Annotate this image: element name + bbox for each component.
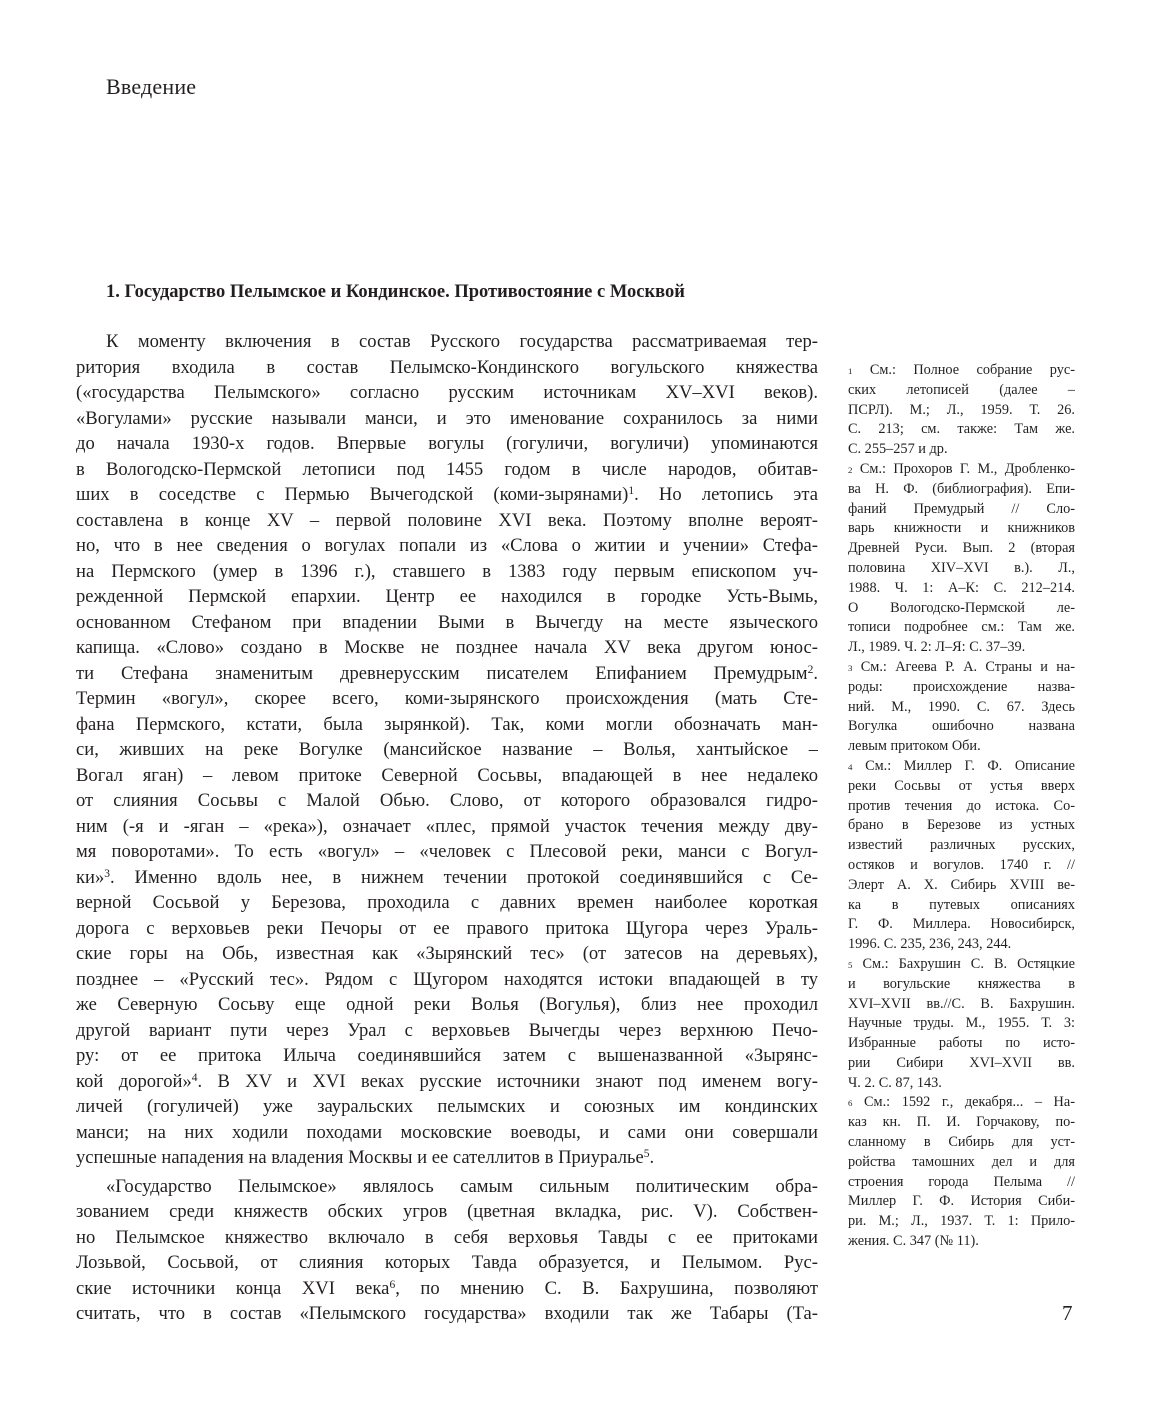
- footnote-line: [848, 935, 1075, 955]
- footnote-line: [848, 995, 1075, 1015]
- paragraph: [76, 1174, 818, 1327]
- text-line: до начала 1930-х годов. Впервые вогулы (гогуличи, вогуличи) упоминаются: [76, 433, 818, 454]
- footnote-text: 1996. С. 235, 236, 243, 244.: [848, 936, 1012, 953]
- text-segment: , по мнению С. В. Бахрушина, позволяют: [395, 1277, 818, 1299]
- footnote-text: XVI–XVII вв.//С. В. Бахрушин.: [848, 995, 1075, 1012]
- footnote-line: [848, 876, 1075, 896]
- footnote-text: См.: 1592 г., декабря... – На-: [864, 1094, 1075, 1111]
- footnote-text: сланному в Сибирь для уст-: [848, 1134, 1075, 1151]
- text-line: основанном Стефаном при впадении Выми в Вычегду на месте языческого: [76, 611, 818, 633]
- footnote-line: [848, 797, 1075, 817]
- footnote-text: ка в путевых описаниях: [848, 896, 1075, 913]
- main-text: [76, 329, 818, 1330]
- text-line: [76, 1069, 818, 1095]
- footnote-text: ний. М., 1990. С. 67. Здесь: [848, 698, 1075, 715]
- text-line: от слияния Сосьвы с Малой Обью. Слово, от которого образовался гидро-: [76, 790, 818, 811]
- text-line: [76, 482, 818, 508]
- footnote-line: [848, 1173, 1075, 1193]
- footnote-line: [848, 420, 1075, 440]
- footnote-text: Миллер Г. Ф. История Сиби-: [848, 1193, 1075, 1210]
- text-line: ритория входила в состав Пелымско-Кондинского вогульского княжества: [76, 356, 818, 378]
- footnote-line: [848, 381, 1075, 401]
- footnote-line: [848, 1133, 1075, 1153]
- footnote-text: ройства тамошних дел и для: [848, 1153, 1075, 1170]
- footnotes-column: [848, 361, 1075, 1252]
- text-line: считать, что в состав «Пелымского государства» входили так же Табары (Та-: [76, 1303, 818, 1324]
- footnote-text: С. 213; см. также: Там же.: [848, 421, 1075, 438]
- footnote-line: [848, 361, 1075, 381]
- footnote-line: [848, 638, 1075, 658]
- text-segment: ские источники конца XVI века: [76, 1277, 390, 1299]
- text-line: личей (гогуличей) уже зауральских пелымских и союзных им кондинских: [76, 1096, 818, 1117]
- running-head: Введение: [106, 74, 197, 99]
- text-line: мя поворотами». То есть «вогул» – «человек с Плесовой реки, манси с Вогул-: [76, 841, 818, 862]
- footnote: [848, 757, 1075, 955]
- footnote-line: [848, 1054, 1075, 1074]
- footnote-text: ских летописей (далее –: [848, 381, 1075, 398]
- text-line: ним (-я и -яган – «река»), означает «плес, прямой участок течения между дву-: [76, 815, 818, 837]
- footnote-line: [848, 975, 1075, 995]
- text-segment: кой дорогой»: [76, 1070, 192, 1092]
- footnote-text: Древней Руси. Вып. 2 (вторая: [848, 540, 1075, 557]
- footnote-line: [848, 658, 1075, 678]
- page-number: 7: [1062, 1301, 1073, 1325]
- footnote-text: остяков и вогулов. 1740 г. //: [848, 856, 1075, 873]
- text-segment: ших в соседстве с Пермью Вычегодской (коми-зырянами): [76, 484, 629, 505]
- footnote-line: [848, 1074, 1075, 1094]
- footnote-line: [848, 1192, 1075, 1212]
- footnote-line: [848, 1014, 1075, 1034]
- footnote-ref[interactable]: 6: [389, 1278, 396, 1291]
- text-line: другой вариант пути через Урал с верховьев Вычегды через верхнюю Печо-: [76, 1019, 818, 1041]
- text-line: [76, 865, 818, 891]
- text-segment: .: [813, 662, 818, 684]
- note-number: 1: [848, 366, 853, 376]
- footnote-line: [848, 1034, 1075, 1054]
- text-line: «Государство Пелымское» являлось самым сильным политическим обра-: [106, 1175, 818, 1197]
- footnote-text: Научные труды. М., 1955. Т. 3:: [848, 1015, 1075, 1032]
- footnote: [848, 460, 1075, 658]
- footnote-text: и вогульские княжества в: [848, 975, 1075, 992]
- note-number: 4: [848, 761, 853, 772]
- footnote-line: [848, 777, 1075, 797]
- footnote-line: [848, 737, 1075, 757]
- text-line: К моменту включения в состав Русского государства рассматриваемая тер-: [106, 331, 818, 352]
- footnote-line: [848, 955, 1075, 975]
- footnote-line: [848, 856, 1075, 876]
- footnote-text: См.: Прохоров Г. М., Дробленко-: [859, 460, 1075, 477]
- footnote-ref[interactable]: 1: [628, 485, 635, 498]
- section-title: 1. Государство Пелымское и Кондинское. Противостояние с Москвой: [106, 282, 685, 302]
- text-line: ские горы на Обь, известная как «Зырянский тес» (от затесов на деревьях),: [76, 943, 818, 964]
- footnote-line: [848, 618, 1075, 638]
- footnote-line: [848, 757, 1075, 777]
- text-segment: . Но летопись эта: [634, 484, 818, 505]
- text-line: дорога с верховьев реки Печоры от ее правого притока Щугора через Ураль-: [76, 917, 818, 939]
- footnote-line: [848, 836, 1075, 856]
- footnote-text: роды: происхождение назва-: [848, 678, 1075, 695]
- footnote-line: [848, 1093, 1075, 1113]
- text-line: Лозьвой, Сосьвой, от слияния которых Тавда образуется, и Пелымом. Рус-: [76, 1252, 818, 1273]
- footnote-text: жения. С. 347 (№ 11).: [848, 1233, 979, 1250]
- footnote-line: [848, 559, 1075, 579]
- text-line: ру: от ее притока Илыча соединявшийся затем с вышеназванной «Зырянс-: [76, 1045, 818, 1066]
- text-line: но, что в нее сведения о вогулах попали из «Слова о житии и учении» Стефа-: [76, 535, 818, 556]
- footnote-text: См.: Полное собрание рус-: [869, 362, 1075, 378]
- footnote-text: Г. Ф. Миллера. Новосибирск,: [848, 916, 1075, 933]
- footnote-text: каз кн. П. И. Горчакову, по-: [848, 1114, 1075, 1131]
- note-number: 5: [848, 959, 853, 970]
- text-segment: ти Стефана знаменитым древнерусским писателем Епифанием Премудрым: [76, 662, 808, 684]
- footnote: [848, 955, 1075, 1094]
- footnote-text: половина XIV–XVI в.). Л.,: [848, 559, 1075, 576]
- footnote-text: Л., 1989. Ч. 2: Л–Я: С. 37–39.: [848, 639, 1026, 656]
- text-line: [76, 1276, 818, 1302]
- footnote-text: известий различных русских,: [848, 837, 1075, 854]
- footnote: [848, 658, 1075, 757]
- footnote-line: [848, 1153, 1075, 1173]
- footnote-text: См.: Миллер Г. Ф. Описание: [865, 757, 1075, 774]
- footnote-text: См.: Бахрушин С. В. Остяцкие: [862, 955, 1075, 972]
- footnote-line: [848, 599, 1075, 619]
- text-line: [76, 1145, 818, 1171]
- text-line: верной Сосьвой у Березова, проходила с давних времен наиболее короткая: [76, 892, 818, 913]
- footnote-text: строения города Пелыма //: [848, 1173, 1075, 1190]
- footnote-text: реки Сосьвы от устья вверх: [848, 777, 1075, 794]
- footnote-line: [848, 896, 1075, 916]
- footnote-line: [848, 915, 1075, 935]
- footnote-text: против течения до истока. Со-: [848, 797, 1075, 814]
- footnote-ref[interactable]: 4: [191, 1071, 198, 1084]
- footnote-text: С. 255–257 и др.: [848, 441, 948, 458]
- footnote-line: [848, 579, 1075, 599]
- footnote-text: тописи подробнее см.: Там же.: [848, 619, 1075, 636]
- footnote-text: ри. М.; Л., 1937. Т. 1: Прило-: [848, 1213, 1075, 1230]
- text-line: составлена в конце XV – первой половине XVI века. Поэтому вполне вероят-: [76, 509, 818, 531]
- footnote-line: [848, 816, 1075, 836]
- text-line: же Северную Сосьву еще одной реки Волья (Вогулья), близ нее проходил: [76, 994, 818, 1015]
- text-line: «Вогулами» русские называли манси, и это именование сохранилось за ними: [76, 407, 818, 429]
- footnote-line: [848, 460, 1075, 480]
- text-line: («государства Пелымского» согласно русским источникам XV–XVI веков).: [76, 382, 818, 403]
- text-segment: успешные нападения на владения Москвы и ее сателлитов в Приуралье: [76, 1147, 644, 1168]
- footnote: [848, 361, 1075, 460]
- footnote-text: рии Сибири XVI–XVII вв.: [848, 1054, 1075, 1071]
- footnote-line: [848, 1113, 1075, 1133]
- footnote-ref[interactable]: 5: [643, 1148, 650, 1161]
- footnote-line: [848, 519, 1075, 539]
- footnote-text: Элерт А. Х. Сибирь XVIII ве-: [848, 876, 1075, 893]
- text-segment: . Именно вдоль нее, в нижнем течении протокой соединявшийся с Се-: [110, 866, 818, 888]
- note-number: 2: [848, 464, 853, 475]
- footnote-line: [848, 440, 1075, 460]
- footnote-line: [848, 480, 1075, 500]
- paragraph: [76, 329, 818, 1171]
- footnote-text: Вогулка ошибочно названа: [848, 718, 1075, 735]
- text-line: в Вологодско-Пермской летописи под 1455 годом в числе народов, обитав-: [76, 458, 818, 480]
- footnote-text: Избранные работы по исто-: [848, 1035, 1075, 1052]
- footnote-line: [848, 1232, 1075, 1252]
- text-line: но Пелымское княжество включало в себя верховья Тавды с ее притоками: [76, 1226, 818, 1248]
- footnote-line: [848, 678, 1075, 698]
- text-line: [76, 661, 818, 687]
- footnote-text: фаний Премудрый // Сло-: [848, 500, 1075, 517]
- text-line: режденной Пермской епархии. Центр ее находился в городке Усть-Вымь,: [76, 586, 818, 607]
- text-line: позднее – «Русский тес». Рядом с Щугором находятся истоки впадающей в ту: [76, 968, 818, 990]
- footnote-text: Ч. 2. С. 87, 143.: [848, 1074, 942, 1091]
- footnote-text: О Вологодско-Пермской ле-: [848, 599, 1075, 616]
- footnote-text: брано в Березове из устных: [848, 817, 1075, 834]
- text-segment: ки»: [76, 866, 105, 888]
- note-number: 3: [848, 662, 853, 673]
- text-line: Вогал яган) – левом притоке Северной Сосьвы, впадающей в нее недалеко: [76, 764, 818, 786]
- footnote-text: 1988. Ч. 1: А–К: С. 212–214.: [848, 579, 1075, 596]
- text-line: Термин «вогул», скорее всего, коми-зырянского происхождения (мать Сте-: [76, 688, 818, 709]
- text-line: си, живших на реке Вогулке (мансийское название – Волья, хантыйское –: [76, 739, 818, 760]
- text-segment: . В XV и XVI веках русские источники знают под именем вогу-: [197, 1070, 818, 1092]
- footnote-line: [848, 539, 1075, 559]
- footnote-ref[interactable]: 3: [104, 867, 111, 880]
- footnote-line: [848, 1212, 1075, 1232]
- text-line: манси; на них ходили походами московские воеводы, и сами они совершали: [76, 1121, 818, 1143]
- footnote-text: варь книжности и книжников: [848, 520, 1075, 537]
- footnote-line: [848, 698, 1075, 718]
- footnote-line: [848, 717, 1075, 737]
- footnote-text: См.: Агеева Р. А. Страны и на-: [860, 658, 1075, 675]
- footnote-text: ва Н. Ф. (библиография). Епи-: [848, 480, 1075, 497]
- text-line: на Пермского (умер в 1396 г.), ставшего в 1383 году первым епископом уч-: [76, 560, 818, 582]
- text-line: фана Пермского, кстати, была зырянкой). Так, коми могли обозначать ман-: [76, 713, 818, 735]
- footnote-line: [848, 500, 1075, 520]
- text-line: зованием среди княжеств обских угров (цветная вкладка, рис. V). Собствен-: [76, 1201, 818, 1222]
- footnote: [848, 1093, 1075, 1251]
- text-segment: .: [649, 1147, 655, 1168]
- note-number: 6: [848, 1098, 853, 1109]
- footnote-line: [848, 401, 1075, 421]
- footnote-ref[interactable]: 2: [807, 663, 814, 676]
- footnote-text: левым притоком Оби.: [848, 738, 981, 755]
- footnote-text: ПСРЛ). М.; Л., 1959. Т. 26.: [848, 401, 1075, 418]
- text-line: капища. «Слово» создано в Москве не позднее начала XV века другом юнос-: [76, 637, 818, 658]
